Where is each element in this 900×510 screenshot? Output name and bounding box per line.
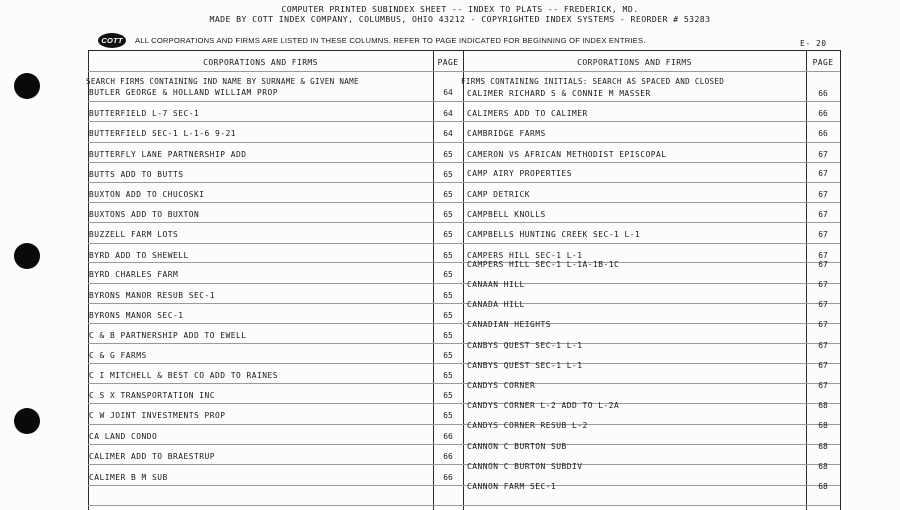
left-entry-name: BYRD ADD TO SHEWELL: [89, 251, 189, 260]
grid-row-line: [88, 485, 840, 486]
right-entry-name: CANNON FARM SEC-1: [467, 482, 557, 491]
grid-row-line: [88, 243, 840, 244]
right-entry-name: CAMPERS HILL SEC-1 L-1: [467, 251, 583, 260]
grid-row-line: [88, 202, 840, 203]
grid-row-line: [88, 101, 840, 102]
grid-row-line: [88, 343, 840, 344]
right-entry-page: 67: [818, 280, 828, 289]
left-entry-page: 64: [443, 88, 453, 97]
left-entry-name: BYRONS MANOR SEC-1: [89, 311, 184, 320]
right-entry-page: 68: [818, 401, 828, 410]
grid-row-line: [88, 162, 840, 163]
left-entry-page: 64: [443, 109, 453, 118]
right-entry-page: 68: [818, 421, 828, 430]
left-entry-name: BYRD CHARLES FARM: [89, 270, 179, 279]
left-entry-name: BUTLER GEORGE & HOLLAND WILLIAM PROP: [89, 88, 279, 97]
right-entry-page: 68: [818, 482, 828, 491]
left-entry-page: 65: [443, 230, 453, 239]
right-entry-name: CANBYS QUEST SEC-1 L-1: [467, 341, 583, 350]
left-entry-page: 65: [443, 371, 453, 380]
notice-text: ALL CORPORATIONS AND FIRMS ARE LISTED IN THESE COLUMNS. REFER TO PAGE INDICATED FOR BEGINNING OF INDEX ENTRIES.: [135, 35, 646, 45]
grid-vline: [806, 50, 807, 510]
right-entry-page: 66: [818, 89, 828, 98]
left-entry-name: BYRONS MANOR RESUB SEC-1: [89, 291, 216, 300]
right-column-title: CORPORATIONS AND FIRMS: [577, 58, 692, 67]
left-entry-page: 65: [443, 351, 453, 360]
grid-row-line: [88, 121, 840, 122]
grid-vline: [463, 50, 464, 510]
left-entry-page: 66: [443, 473, 453, 482]
right-entry-page: 67: [818, 341, 828, 350]
right-entry-name: CANBYS QUEST SEC-1 L-1: [467, 361, 583, 370]
left-entry-name: C W JOINT INVESTMENTS PROP: [89, 411, 226, 420]
left-entry-name: BUTTERFIELD L-7 SEC-1: [89, 109, 200, 118]
left-entry-name: C & G FARMS: [89, 351, 147, 360]
left-entry-page: 65: [443, 291, 453, 300]
right-entry-page: 67: [818, 320, 828, 329]
left-entry-name: BUTTS ADD TO BUTTS: [89, 170, 184, 179]
right-entry-name: CAMPBELL KNOLLS: [467, 210, 546, 219]
right-page-header: PAGE: [812, 58, 834, 67]
right-entry-name: CANDYS CORNER RESUB L-2: [467, 421, 588, 430]
right-entry-page: 66: [818, 129, 828, 138]
left-entry-page: 65: [443, 411, 453, 420]
right-entry-name: CAMP AIRY PROPERTIES: [467, 169, 573, 178]
sheet-id: E- 20: [800, 39, 827, 48]
right-entry-name: CANNON C BURTON SUBDIV: [467, 462, 583, 471]
notice-row: [98, 31, 646, 49]
left-entry-name: BUXTON ADD TO CHUCOSKI: [89, 190, 205, 199]
left-entry-page: 65: [443, 391, 453, 400]
sheet-header-publisher: MADE BY COTT INDEX COMPANY, COLUMBUS, OHIO 43212 - COPYRIGHTED INDEX SYSTEMS - REORDER # 53283: [209, 14, 711, 24]
left-entry-name: CALIMER B M SUB: [89, 473, 168, 482]
right-entry-page: 67: [818, 150, 828, 159]
left-entry-page: 65: [443, 150, 453, 159]
left-page-header: PAGE: [437, 58, 459, 67]
grid-row-line: [88, 363, 840, 364]
right-entry-name: CAMPBELLS HUNTING CREEK SEC-1 L-1: [467, 230, 641, 239]
grid-row-line: [88, 142, 840, 143]
left-entry-page: 66: [443, 432, 453, 441]
left-column-subtitle: SEARCH FIRMS CONTAINING IND NAME BY SURNAME & GIVEN NAME: [86, 77, 359, 86]
grid-row-line: [88, 222, 840, 223]
grid-row-line: [88, 403, 840, 404]
grid-row-line: [88, 383, 840, 384]
left-column-title: CORPORATIONS AND FIRMS: [203, 58, 318, 67]
grid-row-line: [88, 182, 840, 183]
binder-hole-icon: [14, 243, 40, 269]
left-entry-name: C & B PARTNERSHIP ADD TO EWELL: [89, 331, 247, 340]
right-entry-name: CANADIAN HEIGHTS: [467, 320, 552, 329]
right-entry-page: 67: [818, 251, 828, 260]
left-entry-page: 65: [443, 331, 453, 340]
grid-row-line: [88, 505, 840, 506]
left-entry-page: 65: [443, 190, 453, 199]
right-entry-page: 67: [818, 300, 828, 309]
right-entry-name: CANAAN HILL: [467, 280, 525, 289]
right-entry-page: 68: [818, 462, 828, 471]
right-entry-page: 67: [818, 230, 828, 239]
left-entry-page: 65: [443, 251, 453, 260]
left-entry-name: BUTTERFIELD SEC-1 L-1-6 9-21: [89, 129, 237, 138]
left-entry-page: 65: [443, 311, 453, 320]
grid-vline: [433, 50, 434, 510]
sheet-header-title: COMPUTER PRINTED SUBINDEX SHEET -- INDEX TO PLATS -- FREDERICK, MD.: [281, 4, 639, 14]
right-entry-page: 67: [818, 190, 828, 199]
left-entry-name: C S X TRANSPORTATION INC: [89, 391, 216, 400]
right-entry-name: CANNON C BURTON SUB: [467, 442, 567, 451]
left-entry-page: 64: [443, 129, 453, 138]
grid-top-line: [88, 50, 840, 51]
grid-row-line: [88, 464, 840, 465]
binder-hole-icon: [14, 408, 40, 434]
grid-header-line: [88, 71, 840, 72]
right-entry-page: 66: [818, 109, 828, 118]
left-entry-name: BUTTERFLY LANE PARTNERSHIP ADD: [89, 150, 247, 159]
right-entry-name: CANDYS CORNER L-2 ADD TO L-2A: [467, 401, 620, 410]
left-entry-name: C I MITCHELL & BEST CO ADD TO RAINES: [89, 371, 279, 380]
right-entry-page: 67: [818, 210, 828, 219]
left-entry-name: BUXTONS ADD TO BUXTON: [89, 210, 200, 219]
grid-row-line: [88, 283, 840, 284]
left-entry-page: 65: [443, 270, 453, 279]
grid-row-line: [88, 323, 840, 324]
grid-row-line: [88, 303, 840, 304]
right-entry-page: 67: [818, 260, 828, 269]
right-entry-name: CAMBRIDGE FARMS: [467, 129, 546, 138]
grid-row-line: [88, 444, 840, 445]
grid-vline: [840, 50, 841, 510]
right-entry-name: CAMERON VS AFRICAN METHODIST EPISCOPAL: [467, 150, 667, 159]
right-entry-page: 67: [818, 169, 828, 178]
right-entry-name: CAMPERS HILL SEC-1 L-1A-1B-1C: [467, 260, 620, 269]
left-entry-name: CA LAND CONDO: [89, 432, 158, 441]
right-entry-name: CANDYS CORNER: [467, 381, 536, 390]
cott-logo-icon: COTT: [98, 33, 126, 48]
right-entry-page: 67: [818, 381, 828, 390]
right-entry-page: 67: [818, 361, 828, 370]
right-entry-page: 68: [818, 442, 828, 451]
left-entry-page: 66: [443, 452, 453, 461]
right-entry-name: CALIMERS ADD TO CALIMER: [467, 109, 588, 118]
left-entry-page: 65: [443, 210, 453, 219]
right-column-subtitle: FIRMS CONTAINING INITIALS: SEARCH AS SPACED AND CLOSED: [461, 77, 725, 86]
grid-row-line: [88, 424, 840, 425]
left-entry-name: CALIMER ADD TO BRAESTRUP: [89, 452, 216, 461]
grid-vline: [88, 50, 89, 510]
binder-hole-icon: [14, 73, 40, 99]
left-entry-name: BUZZELL FARM LOTS: [89, 230, 179, 239]
left-entry-page: 65: [443, 170, 453, 179]
grid-row-line: [88, 262, 840, 263]
right-entry-name: CAMP DETRICK: [467, 190, 531, 199]
right-entry-name: CANADA HILL: [467, 300, 525, 309]
right-entry-name: CALIMER RICHARD S & CONNIE M MASSER: [467, 89, 651, 98]
